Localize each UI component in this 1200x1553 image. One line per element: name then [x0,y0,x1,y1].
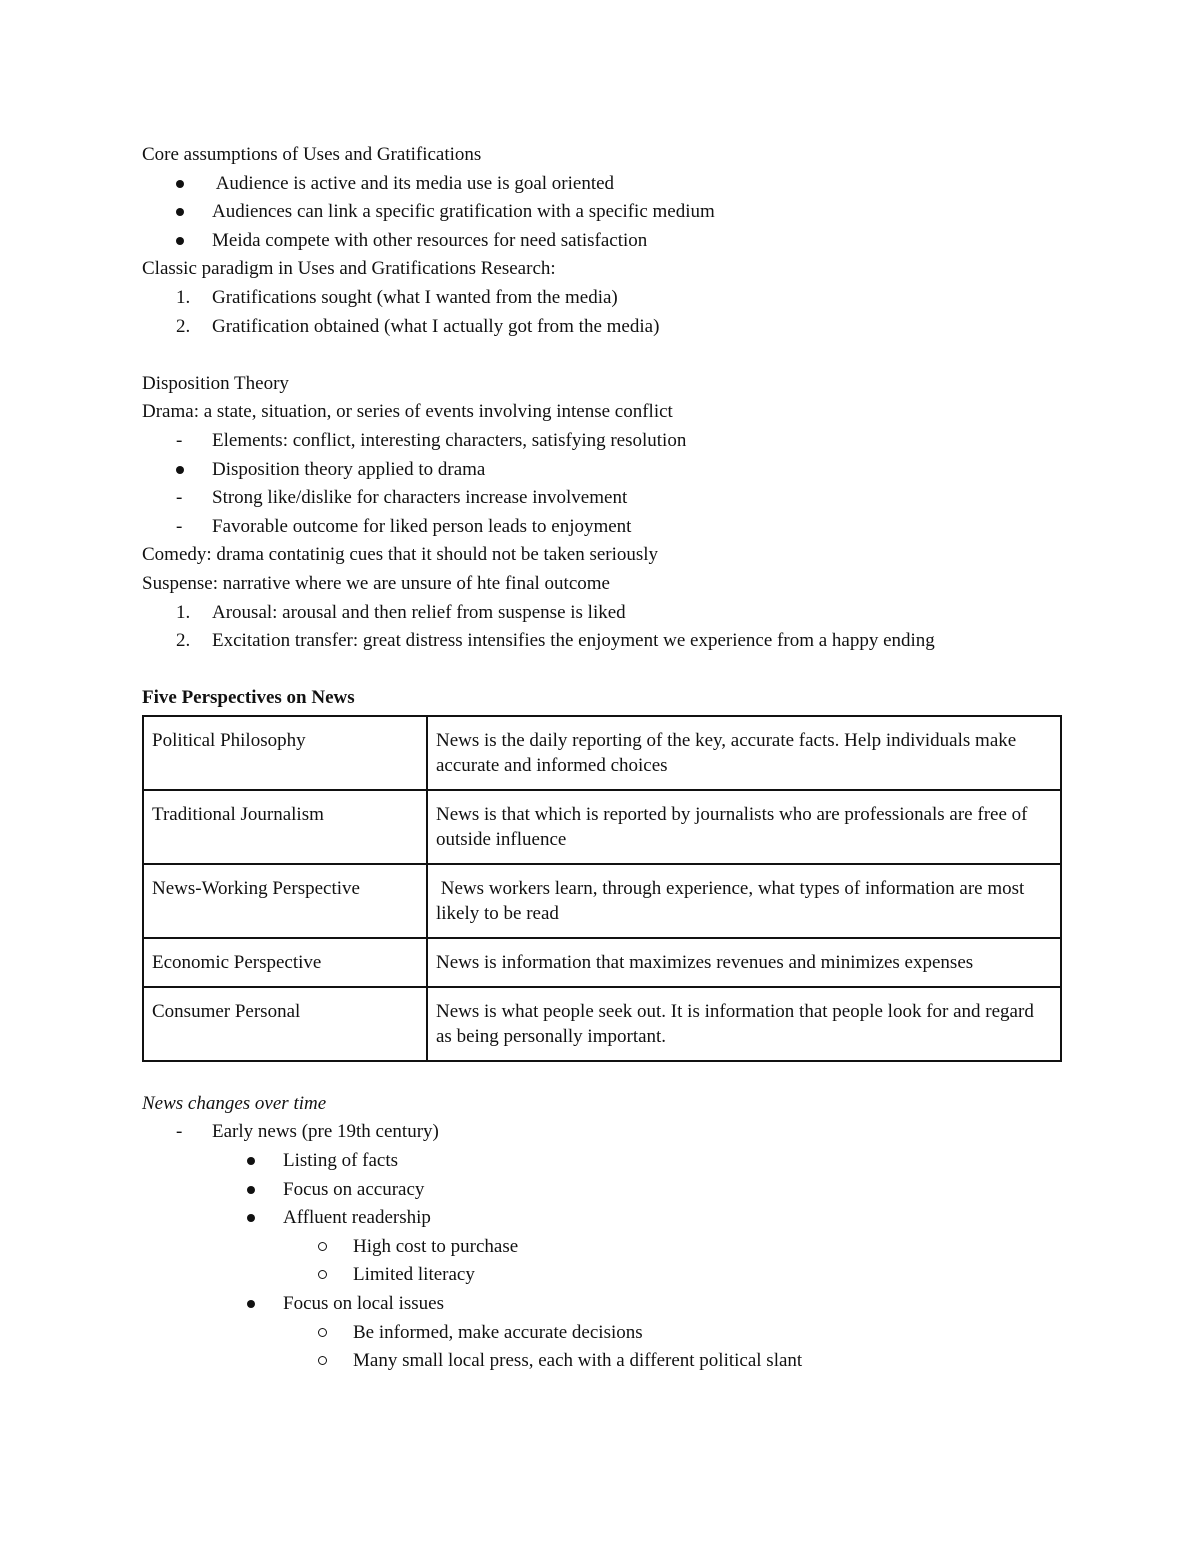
list-item: Audience is active and its media use is goal oriented [142,170,1062,199]
list-item: Listing of facts [142,1147,1062,1176]
list-item: 1. Arousal: arousal and then relief from suspense is liked [142,599,1062,628]
dash-marker: - [176,487,183,509]
list-item: - Early news (pre 19th century) [142,1118,1062,1147]
drama-definition: Drama: a state, situation, or series of events involving intense conflict [142,401,673,423]
definition-cell: News is information that maximizes revenues and minimizes expenses [427,938,1061,987]
perspective-cell: Political Philosophy [143,716,427,790]
list-item: Meida compete with other resources for need satisfaction [142,227,1062,256]
document-body [142,141,1062,1376]
circle-bullet-icon [318,1356,327,1365]
list-item: - Strong like/dislike for characters increase involvement [142,484,1062,513]
bullet-icon [176,466,184,474]
suspense-definition: Suspense: narrative where we are unsure of hte final outcome [142,572,610,594]
list-number: 1. [176,601,191,623]
perspectives-table [142,715,1062,1062]
dash-marker: - [176,429,183,451]
bullet-icon [176,208,184,216]
circle-bullet-icon [318,1270,327,1279]
list-number: 2. [176,630,191,652]
list-number: 1. [176,286,191,308]
list-item: 2. Excitation transfer: great distress intensifies the enjoyment we experience from a happy ending [142,627,1062,656]
uses-gratifications-heading: Core assumptions of Uses and Gratifications [142,144,482,165]
definition-cell: News is what people seek out. It is information that people look for and regard as being personally important. [427,987,1061,1061]
list-item: Limited literacy [142,1261,1062,1290]
table-row [143,938,1061,987]
circle-bullet-icon [318,1242,327,1251]
spacer [142,341,1062,370]
list-item: Many small local press, each with a different political slant [142,1347,1062,1376]
list-item: Disposition theory applied to drama [142,456,1062,485]
list-item: Be informed, make accurate decisions [142,1319,1062,1348]
bullet-icon [176,180,184,188]
perspective-cell: Economic Perspective [143,938,427,987]
table-row [143,864,1061,938]
comedy-definition: Comedy: drama contatinig cues that it should not be taken seriously [142,544,659,566]
table-row [143,790,1061,864]
list-item: High cost to purchase [142,1233,1062,1262]
five-perspectives-heading: Five Perspectives on News [142,687,355,709]
dash-marker: - [176,1121,183,1143]
spacer [142,1062,1062,1090]
list-item: Affluent readership [142,1204,1062,1233]
definition-cell: News is the daily reporting of the key, accurate facts. Help individuals make accurate and informed choices [427,716,1061,790]
perspective-cell: Traditional Journalism [143,790,427,864]
list-item: - Elements: conflict, interesting characters, satisfying resolution [142,427,1062,456]
bullet-icon [247,1186,255,1194]
perspective-cell: Consumer Personal [143,987,427,1061]
bullet-icon [247,1300,255,1308]
spacer [142,656,1062,685]
list-item: 1. Gratifications sought (what I wanted from the media) [142,284,1062,313]
bullet-icon [247,1157,255,1165]
news-changes-heading: News changes over time [142,1092,327,1114]
list-item: Audiences can link a specific gratification with a specific medium [142,198,1062,227]
disposition-theory-heading: Disposition Theory [142,372,289,394]
definition-cell: News is that which is reported by journalists who are professionals are free of outside influence [427,790,1061,864]
list-item: Focus on accuracy [142,1176,1062,1205]
table-row [143,716,1061,790]
list-item: - Favorable outcome for liked person leads to enjoyment [142,513,1062,542]
dash-marker: - [176,515,183,537]
table-row [143,987,1061,1061]
list-item: Focus on local issues [142,1290,1062,1319]
list-item: 2. Gratification obtained (what I actually got from the media) [142,313,1062,342]
perspective-cell: News-Working Perspective [143,864,427,938]
classic-paradigm-heading: Classic paradigm in Uses and Gratifications Research: [142,258,556,280]
bullet-icon [247,1214,255,1222]
bullet-icon [176,237,184,245]
list-number: 2. [176,315,191,337]
definition-cell: News workers learn, through experience, what types of information are most likely to be read [427,864,1061,938]
circle-bullet-icon [318,1328,327,1337]
